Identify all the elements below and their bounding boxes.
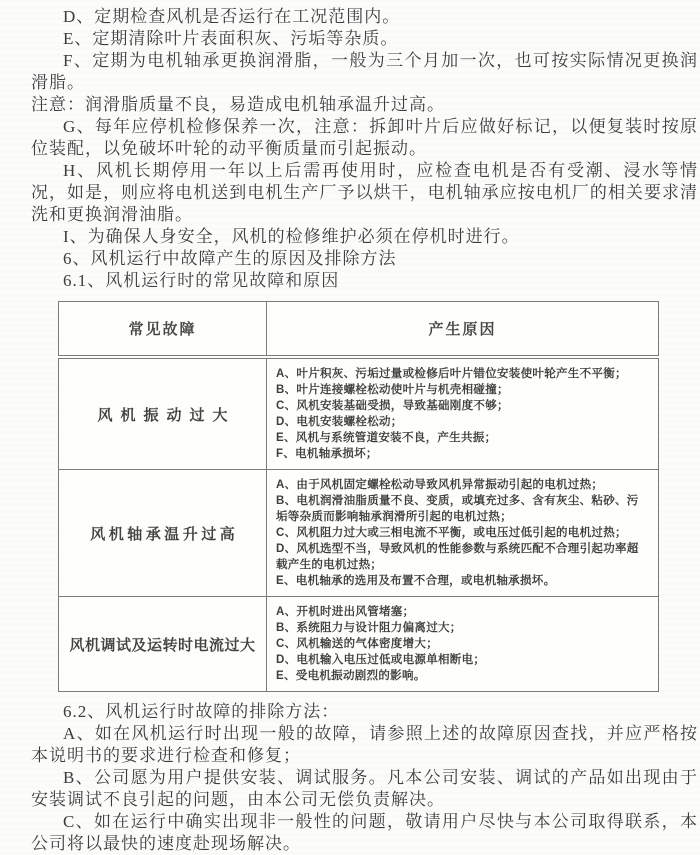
cause-item: F、电机轴承损坏； (276, 448, 378, 460)
closing-paragraph-c: C、如在运行中确实出现非一般性的问题，敬请用户尽快与本公司取得联系，本公司将以最快的速度赴现场解决。 (31, 812, 698, 853)
column-header-fault: 常见故障 (59, 302, 267, 358)
cause-item: A、由于风机固定螺栓松动导致风机异常振动引起的电机过热； (276, 479, 604, 491)
cause-item: A、开机时进出风管堵塞； (276, 606, 415, 618)
cause-item: B、系统阻力与设计阻力偏离过大； (276, 622, 462, 634)
fault-label: 风机振动过大 (59, 357, 267, 470)
cause-item: E、电机轴承的选用及布置不合理，或电机轴承损坏。 (276, 575, 556, 587)
cause-item: D、电机安装螺栓松动； (276, 416, 403, 428)
table-header-row (59, 302, 659, 358)
cause-item: A、叶片积灰、污垢过量或检修后叶片错位安装使叶轮产生不平衡； (276, 368, 627, 380)
closing-paragraph-a: A、如在风机运行时出现一般的故障，请参照上述的故障原因查找，并应严格按本说明书的要求进行检查和修复； (31, 724, 698, 765)
cause-item: B、叶片连接螺栓松动使叶片与机壳相碰撞； (276, 384, 509, 396)
paragraph-f: F、定期为电机轴承更换润滑脂，一般为三个月加一次，也可按实际情况更换润滑脂。 (31, 51, 698, 92)
fault-label: 风机轴承温升过高 (59, 470, 267, 597)
cause-item: D、风机选型不当，导致风机的性能参数与系统匹配不合理引起功率超载产生的电机过热； (276, 543, 639, 571)
fault-cause-table (58, 301, 659, 692)
column-header-cause: 产生原因 (267, 302, 659, 358)
cause-item: C、风机安装基础受损，导致基础刚度不够； (276, 400, 509, 412)
cause-list (267, 470, 659, 597)
paragraph-i: I、为确保人身安全，风机的检修维护必须在停机时进行。 (63, 227, 520, 246)
cause-item: E、受电机振动剧烈的影响。 (276, 670, 426, 682)
paragraph-e: E、定期清除叶片表面积灰、污垢等杂质。 (63, 29, 399, 48)
paragraph-d: D、定期检查风机是否运行在工况范围内。 (63, 7, 401, 26)
cause-item: B、电机润滑油脂质量不良、变质，或填充过多、含有灰尘、粘砂、污垢等杂质而影响轴承润滑所引起的电机过热； (276, 495, 639, 523)
closing-section (31, 701, 698, 855)
fault-label: 风机调试及运转时电流过大 (59, 597, 267, 692)
cause-list (267, 357, 659, 470)
note-paragraph: 注意：润滑脂质量不良，易造成电机轴承温升过高。 (31, 95, 445, 114)
section-6-2-heading: 6.2、风机运行时故障的排除方法： (63, 702, 340, 721)
paragraph-h: H、风机长期停用一年以上后需再使用时，应检查电机是否有受潮、浸水等情况，如是，则应将电机送到电机生产厂予以烘干，电机轴承应按电机厂的相关要求清洗和更换润滑油脂。 (31, 161, 698, 224)
table-row-bearing-temp (59, 470, 659, 597)
section-6-heading: 6、风机运行中故障产生的原因及排除方法 (63, 249, 397, 268)
table-row-overcurrent (59, 597, 659, 692)
cause-item: C、风机输送的气体密度增大； (276, 638, 439, 650)
cause-item: D、电机输入电压过低或电源单相断电； (276, 654, 486, 666)
cause-item: C、风机阻力过大或三相电流不平衡，或电压过低引起的电机过热； (276, 527, 627, 539)
table-row-vibration (59, 357, 659, 470)
section-6-1-heading: 6.1、风机运行时的常见故障和原因 (63, 271, 340, 290)
cause-list (267, 597, 659, 692)
paragraph-g: G、每年应停机检修保养一次，注意：拆卸叶片后应做好标记，以便复装时按原位装配，以免破坏叶轮的动平衡质量而引起振动。 (31, 117, 698, 158)
closing-paragraph-b: B、公司愿为用户提供安装、调试服务。凡本公司安装、调试的产品如出现由于安装调试不良引起的问题，由本公司无偿负责解决。 (31, 768, 698, 809)
cause-item: E、风机与系统管道安装不良，产生共振； (276, 432, 497, 444)
